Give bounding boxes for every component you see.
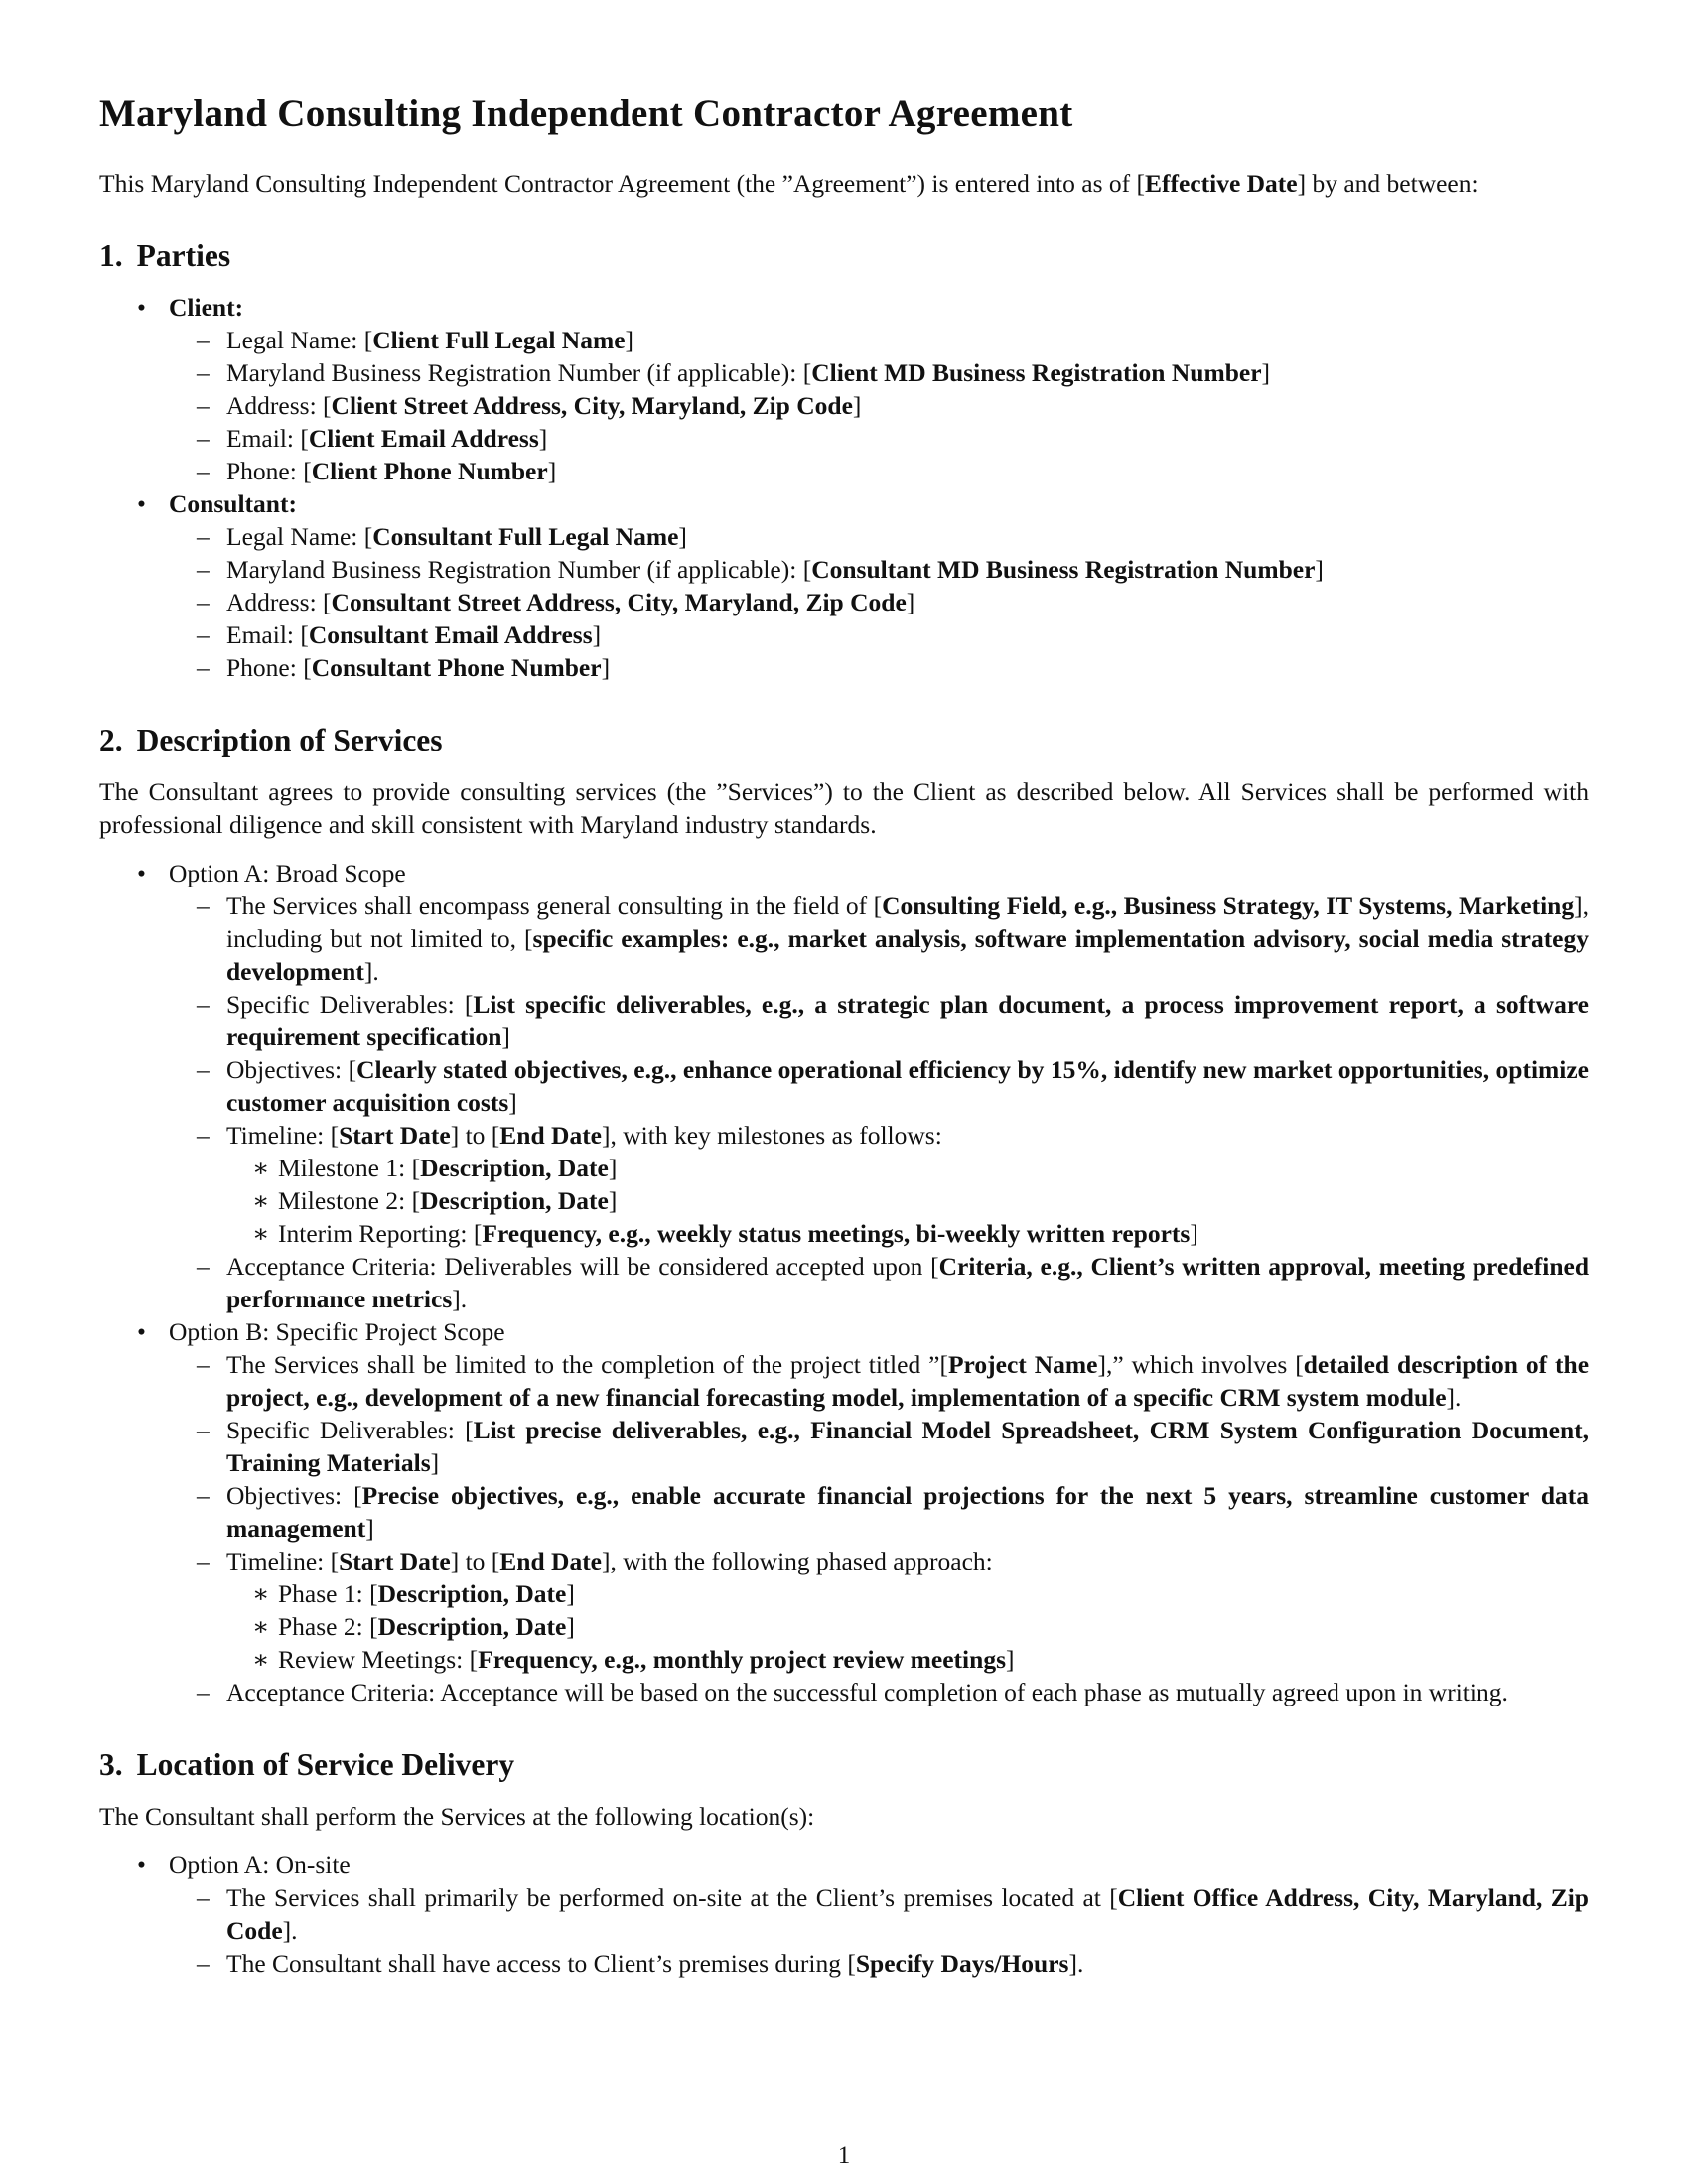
location-options-list [99, 1848, 1589, 1979]
list-item: – Maryland Business Registration Number (if applicable): [Consultant MD Business Registration Number] [197, 555, 1324, 584]
list-item: – Address: [Client Street Address, City, Maryland, Zip Code] [197, 391, 862, 420]
option-b-details-list [169, 1348, 1589, 1708]
parties-list [99, 291, 1589, 684]
services-options-list [99, 857, 1589, 1708]
list-item: – Specific Deliverables: [List specific deliverables, e.g., a strategic plan document, a process improvement report, a software requirement specification] [197, 990, 1590, 1051]
list-item: ∗ Phase 2: [Description, Date] [252, 1612, 575, 1641]
list-item: – The Services shall be limited to the completion of the project titled ”[Project Name],” which involves [detailed description of the project, e.g., development of a new financial forecasting model, implementation of a specific CRM system module]. [197, 1350, 1590, 1412]
on-site-details-list [169, 1881, 1589, 1979]
document-page [99, 91, 1589, 1979]
list-item: – The Services shall encompass general consulting in the field of [Consulting Field, e.g., Business Strategy, IT Systems, Marketing], including but not limited to, [specific examples: e.g., market analysis, software implementation advisory, social media strategy development]. [197, 891, 1590, 986]
list-item-on-site: • Option A: On-site – The Services shall primarily be performed on-site at the Client’s premises located at [Client Office Address, City, Maryland, Zip Code]. – The Consultant shall have access to Client’s premises during [Specify Days/Hours]. [137, 1850, 1589, 1978]
list-item: ∗ Milestone 1: [Description, Date] [252, 1154, 618, 1182]
client-details-list [169, 324, 1589, 487]
list-item-option-a: • Option A: Broad Scope – The Services shall encompass general consulting in the field of [Consulting Field, e.g., Business Strategy, IT Systems, Marketing], including but not limited to, [specific examples: e.g., market analysis, software implementation advisory, social media strategy development]. – Specific Deliverables: [List specific deliverables, e.g., a strategic plan document, a process improvement report, a software requirement specification] – Objectives: [Clearly stated objectives, e.g., enhance operational efficiency by 15%, identify new market opportunities, optimize customer acquisition costs] – Timeline: [Start Date] to [End Date], with key milestones as follows: ∗ Milestone 1: [Description, Date] ∗ Milestone 2: [Description, Date] ∗ Interim Reporting: [Frequency, e.g., weekly status meetings, bi-weekly written reports] – Acceptance Criteria: Deliverables will be considered accepted upon [Criteria, e.g., Client’s written approval, meeting predefined performance metrics]. [137, 859, 1590, 1313]
list-item: – Phone: [Client Phone Number] [197, 457, 557, 485]
list-item-option-b: • Option B: Specific Project Scope – The Services shall be limited to the completion of the project titled ”[Project Name],” which involves [detailed description of the project, e.g., development of a new financial forecasting model, implementation of a specific CRM system module]. – Specific Deliverables: [List precise deliverables, e.g., Financial Model Spreadsheet, CRM System Configuration Document, Training Materials] – Objectives: [Precise objectives, e.g., enable accurate financial projections for the next 5 years, streamline customer data management] – Timeline: [Start Date] to [End Date], with the following phased approach: ∗ Phase 1: [Description, Date] ∗ Phase 2: [Description, Date] ∗ Review Meetings: [Frequency, e.g., monthly project review meetings] – Acceptance Criteria: Acceptance will be based on the successful completion of each phase as mutually agreed upon in writing. [137, 1317, 1590, 1706]
list-item: – Legal Name: [Consultant Full Legal Name] [197, 522, 687, 551]
list-item: – Email: [Client Email Address] [197, 424, 548, 453]
option-a-details-list [169, 889, 1589, 1315]
list-item: – Phone: [Consultant Phone Number] [197, 653, 611, 682]
list-item-consultant: • Consultant: – Legal Name: [Consultant Full Legal Name] – Maryland Business Registration Number (if applicable): [Consultant MD Business Registration Number] – Address: [Consultant Street Address, City, Maryland, Zip Code] – Email: [Consultant Email Address] – Phone: [Consultant Phone Number] [99, 487, 1589, 684]
list-item: – Objectives: [Precise objectives, e.g., enable accurate financial projections for the next 5 years, streamline customer data management] [197, 1481, 1589, 1543]
list-item: – Email: [Consultant Email Address] [197, 620, 602, 649]
page-number: 1 [837, 2142, 851, 2169]
list-item: ∗ Interim Reporting: [Frequency, e.g., weekly status meetings, bi-weekly written reports] [252, 1219, 1198, 1248]
list-item: ∗ Phase 1: [Description, Date] [252, 1579, 575, 1608]
location-paragraph: The Consultant shall perform the Services at the following location(s): [99, 1802, 815, 1831]
list-item: – Specific Deliverables: [List precise deliverables, e.g., Financial Model Spreadsheet, CRM System Configuration Document, Training Materials] [197, 1416, 1589, 1477]
section-heading-location: 3. Location of Service Delivery [99, 1747, 515, 1782]
services-paragraph: The Consultant agrees to provide consulting services (the ”Services”) to the Client as described below. All Services shall be performed with professional diligence and skill consistent with Maryland industry standards. [99, 777, 1589, 839]
consultant-details-list [169, 520, 1589, 684]
list-item: – Maryland Business Registration Number (if applicable): [Client MD Business Registration Number] [197, 358, 1271, 387]
section-heading-services: 2. Description of Services [99, 723, 443, 757]
list-item: – Objectives: [Clearly stated objectives, e.g., enhance operational efficiency by 15%, identify new market opportunities, optimize customer acquisition costs] [197, 1055, 1589, 1117]
list-item: – Legal Name: [Client Full Legal Name] [197, 326, 634, 354]
milestones-list [226, 1152, 1589, 1250]
list-item: ∗ Review Meetings: [Frequency, e.g., monthly project review meetings] [252, 1645, 1015, 1674]
list-item: – Address: [Consultant Street Address, City, Maryland, Zip Code] [197, 588, 915, 616]
phases-list [226, 1577, 1589, 1676]
document-title: Maryland Consulting Independent Contractor Agreement [99, 92, 1073, 135]
list-item: – Acceptance Criteria: Deliverables will be considered accepted upon [Criteria, e.g., Client’s written approval, meeting predefined performance metrics]. [197, 1252, 1589, 1313]
intro-paragraph: This Maryland Consulting Independent Contractor Agreement (the ”Agreement”) is entered into as of [Effective Date] by and between: [99, 169, 1478, 198]
list-item: – The Services shall primarily be performed on-site at the Client’s premises located at [Client Office Address, City, Maryland, Zip Code]. [197, 1883, 1589, 1945]
list-item-client: • Client: – Legal Name: [Client Full Legal Name] – Maryland Business Registration Number (if applicable): [Client MD Business Registration Number] – Address: [Client Street Address, City, Maryland, Zip Code] – Email: [Client Email Address] – Phone: [Client Phone Number] [99, 291, 1589, 487]
list-item: – Timeline: [Start Date] to [End Date], with the following phased approach: ∗ Phase 1: [Description, Date] ∗ Phase 2: [Description, Date] ∗ Review Meetings: [Frequency, e.g., monthly project review meetings] [169, 1545, 1589, 1676]
section-heading-parties: 1. Parties [99, 238, 231, 273]
list-item: ∗ Milestone 2: [Description, Date] [252, 1186, 618, 1215]
list-item: – Acceptance Criteria: Acceptance will be based on the successful completion of each phase as mutually agreed upon in writing. [197, 1678, 1508, 1706]
list-item: – The Consultant shall have access to Client’s premises during [Specify Days/Hours]. [197, 1949, 1084, 1978]
list-item: – Timeline: [Start Date] to [End Date], with key milestones as follows: ∗ Milestone 1: [Description, Date] ∗ Milestone 2: [Description, Date] ∗ Interim Reporting: [Frequency, e.g., weekly status meetings, bi-weekly written reports] [169, 1119, 1589, 1250]
